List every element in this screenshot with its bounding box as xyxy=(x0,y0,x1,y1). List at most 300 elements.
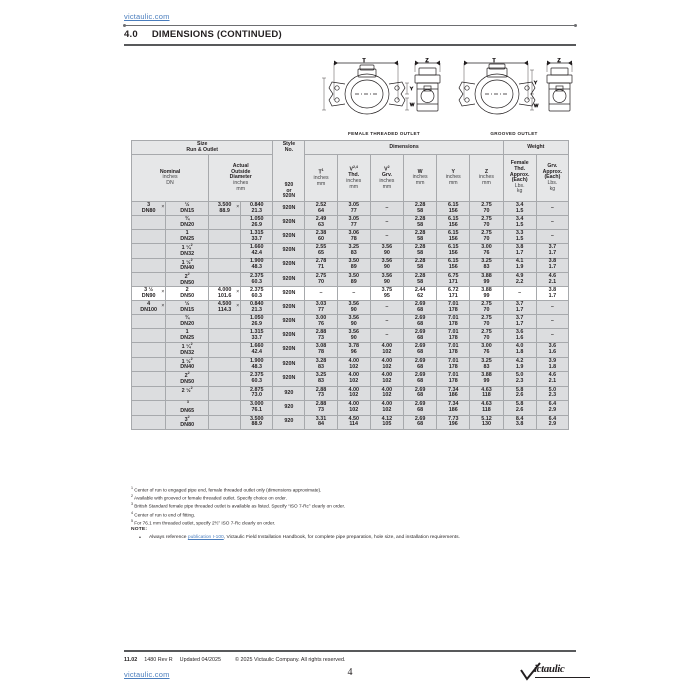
cell-run-nominal xyxy=(132,287,166,301)
aod-run-mm: 114.3 xyxy=(218,306,232,313)
outlet-nominal-dn: DN50 xyxy=(180,279,195,286)
header-vgrv-l4: mm xyxy=(382,183,392,190)
outlet-nominal-dn: DN32 xyxy=(180,350,195,357)
cell-v-thd-mm: 102 xyxy=(349,378,359,385)
cell-v-grv-inches: – xyxy=(385,331,389,338)
header-wgrv-l1: Grv. xyxy=(547,163,558,170)
header-z-l3: mm xyxy=(482,180,491,187)
cell-weight-thd-mm: 1.7 xyxy=(515,306,524,313)
cell-z xyxy=(470,315,503,329)
note-block xyxy=(131,527,571,542)
header-t-sup: 1 xyxy=(321,167,324,172)
svg-text:T: T xyxy=(362,58,366,64)
cell-w xyxy=(403,329,436,343)
cell-v-thd-mm: 102 xyxy=(349,392,359,399)
cell-style-no: 920N xyxy=(273,372,305,386)
cell-weight-thd-inches: 3.3 xyxy=(515,229,524,236)
cell-weight-thd-mm: 1.7 xyxy=(515,249,524,256)
cell-outlet-nominal xyxy=(166,272,209,286)
cell-y-inches: 7.01 xyxy=(448,343,459,350)
cell-y xyxy=(437,287,470,301)
cell-y xyxy=(437,372,470,386)
cell-z-inches: 2.75 xyxy=(481,329,492,336)
cell-y xyxy=(437,401,470,415)
run-nominal-inches: 3 xyxy=(147,201,151,208)
cell-weight-grv-inches: 4.6 xyxy=(548,272,557,279)
cell-weight-thd-mm: 1.7 xyxy=(515,320,524,327)
cell-weight-grv-mm: 2.1 xyxy=(548,378,557,385)
cell-v-thd-inches: 3.25 xyxy=(348,243,359,250)
cell-z xyxy=(470,386,503,400)
cell-z xyxy=(470,301,503,315)
header-w xyxy=(403,155,436,202)
cell-v-grv xyxy=(370,315,403,329)
cell-w-inches: 2.28 xyxy=(414,229,426,236)
cell-aod-outlet xyxy=(241,287,273,301)
cell-y-inches: 7.01 xyxy=(448,301,459,308)
cell-y-inches: 7.01 xyxy=(448,357,459,364)
cell-v-thd xyxy=(337,315,370,329)
cell-y xyxy=(437,216,470,230)
footnote xyxy=(131,519,571,527)
cell-v-thd xyxy=(337,258,370,272)
cell-w-inches: 2.28 xyxy=(414,215,426,222)
cell-aod-run xyxy=(209,415,241,429)
cell-t-inches: 2.78 xyxy=(315,258,327,265)
cell-t xyxy=(305,401,337,415)
cell-weight-thd xyxy=(503,343,536,357)
cell-z-inches: 3.88 xyxy=(481,372,492,379)
cell-w-mm: 68 xyxy=(417,406,424,413)
dimensions-table xyxy=(131,140,569,430)
cell-aod-outlet xyxy=(241,372,273,386)
cell-v-grv-inches: 4.00 xyxy=(381,357,393,364)
cell-z xyxy=(470,343,503,357)
cell-weight-thd xyxy=(503,401,536,415)
run-outlet-multiply-icon: × xyxy=(161,303,165,310)
cell-style-no: 920N xyxy=(273,315,305,329)
cell-weight-grv-inches: 6.4 xyxy=(548,401,557,408)
cell-w-inches: 2.69 xyxy=(414,415,426,422)
cell-aod-outlet-inches: 3.500 xyxy=(250,415,264,422)
cell-y-mm: 186 xyxy=(448,392,458,399)
cell-w xyxy=(403,287,436,301)
cell-w xyxy=(403,401,436,415)
cell-v-thd-mm: 114 xyxy=(349,421,359,428)
footnote-marker: 3 xyxy=(131,502,133,507)
run-nominal-dn xyxy=(132,237,165,243)
cell-weight-thd-inches: 5.0 xyxy=(515,372,524,379)
cell-aod-outlet xyxy=(241,343,273,357)
cell-t xyxy=(305,216,337,230)
cell-aod-outlet-mm: 73.0 xyxy=(251,392,263,399)
run-nominal-dn: DN80 xyxy=(141,207,156,214)
cell-aod-run xyxy=(209,315,241,329)
cell-weight-thd xyxy=(503,301,536,315)
run-outlet-multiply-icon: × xyxy=(161,204,165,211)
cell-weight-grv-mm: 1.7 xyxy=(548,264,557,271)
cell-v-thd-inches: 3.05 xyxy=(348,201,359,208)
cell-v-grv-inches: 3.56 xyxy=(381,258,393,265)
run-nominal-dn: DN100 xyxy=(140,306,158,313)
cell-v-thd-inches: 4.00 xyxy=(348,372,359,379)
cell-aod-outlet-inches: 1.900 xyxy=(250,258,264,265)
cell-aod-run xyxy=(209,244,241,258)
cell-v-grv-inches: 3.75 xyxy=(381,287,393,294)
header-vgrv-symbol: V xyxy=(384,166,388,173)
cell-w xyxy=(403,202,436,216)
cell-weight-grv xyxy=(536,415,568,429)
aod-run-mm xyxy=(209,280,240,286)
header-z xyxy=(470,155,503,202)
cell-aod-outlet-inches: 2.375 xyxy=(250,272,264,279)
cell-w-mm: 68 xyxy=(417,334,424,341)
female-threaded-outlet-drawing xyxy=(320,58,448,128)
table-row xyxy=(132,287,569,301)
cell-v-thd-inches: 3.06 xyxy=(348,229,359,236)
cell-weight-thd xyxy=(503,372,536,386)
cell-aod-outlet xyxy=(241,272,273,286)
cell-aod-outlet xyxy=(241,244,273,258)
footer-meta xyxy=(124,657,346,663)
cell-weight-grv-inches: 3.9 xyxy=(548,357,557,364)
cell-y-mm: 178 xyxy=(448,320,458,327)
cell-v-thd xyxy=(337,202,370,216)
cell-style-no: 920N xyxy=(273,301,305,315)
header-wthd-l5: Lbs. xyxy=(514,182,525,189)
cell-y-inches: 7.01 xyxy=(448,372,459,379)
header-z-symbol: Z xyxy=(484,168,489,175)
cell-v-grv xyxy=(370,343,403,357)
cell-aod-run xyxy=(209,272,241,286)
cell-v-thd-inches: 3.78 xyxy=(348,343,359,350)
cell-weight-thd-mm: 1.5 xyxy=(515,221,524,228)
header-y xyxy=(437,155,470,202)
cell-w-inches: 2.69 xyxy=(414,357,426,364)
outlet-nominal-inches: $2^2$ xyxy=(184,371,190,380)
footnote-marker: 4 xyxy=(131,510,133,515)
cell-y xyxy=(437,415,470,429)
cell-w xyxy=(403,272,436,286)
cell-aod-outlet-mm: 33.7 xyxy=(251,334,263,341)
table-row xyxy=(132,272,569,286)
cell-z xyxy=(470,216,503,230)
svg-text:Z: Z xyxy=(425,58,429,64)
cell-w-inches: 2.69 xyxy=(414,301,426,308)
header-style-920: 920 xyxy=(284,182,294,189)
cell-w-mm: 58 xyxy=(417,207,424,214)
cell-weight-thd-inches: 5.8 xyxy=(515,401,524,408)
outlet-nominal-inches: 1 xyxy=(185,329,189,336)
cell-weight-grv-inches: 3.7 xyxy=(548,243,557,250)
cell-z-inches: 2.75 xyxy=(481,215,492,222)
cell-y-inches: 6.15 xyxy=(448,258,459,265)
cell-weight-thd-inches: 4.0 xyxy=(515,343,524,350)
cell-weight-thd-inches: 8.4 xyxy=(515,415,524,422)
cell-v-grv xyxy=(370,415,403,429)
cell-z xyxy=(470,372,503,386)
cell-t-mm: 70 xyxy=(318,278,325,285)
section-rule-bottom xyxy=(124,44,576,46)
cell-aod-outlet xyxy=(241,357,273,371)
note-item xyxy=(131,535,571,542)
cell-w-inches: 2.28 xyxy=(414,272,426,279)
cell-style-no: 920N xyxy=(273,329,305,343)
cell-run-nominal xyxy=(132,329,166,343)
cell-run-nominal xyxy=(132,357,166,371)
footnote-marker: 1 xyxy=(131,486,133,490)
header-y-l2: inches xyxy=(445,174,461,181)
aod-multiply-icon: × xyxy=(236,289,240,296)
header-y-l3: mm xyxy=(448,180,458,187)
cell-z-mm: 118 xyxy=(482,392,491,399)
cell-w-mm: 62 xyxy=(417,292,424,299)
cell-w-mm: 58 xyxy=(417,249,424,256)
cell-weight-grv xyxy=(536,272,568,286)
cell-w xyxy=(403,357,436,371)
cell-aod-outlet-inches: 2.375 xyxy=(250,287,264,294)
run-nominal-dn: DN90 xyxy=(141,292,156,299)
cell-weight-grv xyxy=(536,216,568,230)
cell-weight-grv xyxy=(536,301,568,315)
cell-weight-thd-mm: 1.5 xyxy=(515,207,524,214)
cell-t-inches: – xyxy=(319,289,323,296)
aod-multiply-icon: × xyxy=(236,204,240,211)
cell-v-grv-mm: 95 xyxy=(383,292,390,299)
figure-female-threaded-outlet xyxy=(320,58,448,136)
cell-run-nominal xyxy=(132,244,166,258)
cell-t xyxy=(305,415,337,429)
cell-y-mm: 178 xyxy=(448,306,458,313)
section-rule-top xyxy=(124,25,576,26)
cell-v-thd-inches: 3.05 xyxy=(348,215,359,222)
run-nominal-dn xyxy=(132,365,165,371)
cell-y xyxy=(437,202,470,216)
cell-z xyxy=(470,258,503,272)
cell-z-inches: 3.88 xyxy=(481,272,492,279)
cell-z-mm: 99 xyxy=(483,378,490,385)
cell-w-mm: 58 xyxy=(417,278,424,285)
cell-t-inches: 2.88 xyxy=(315,386,327,393)
outlet-nominal-inches: 1 xyxy=(185,229,189,236)
cell-z-mm: 118 xyxy=(482,406,491,413)
figure-grooved-outlet xyxy=(450,58,578,136)
cell-aod-outlet-inches: 1.050 xyxy=(250,315,264,322)
run-outlet-multiply-icon: × xyxy=(161,289,165,296)
cell-run-nominal xyxy=(132,415,166,429)
outlet-nominal-dn: DN25 xyxy=(180,235,195,242)
cell-v-thd-inches: 3.56 xyxy=(348,315,359,322)
cell-y-mm: 156 xyxy=(448,249,458,256)
note-publication-link[interactable]: publication I-100 xyxy=(187,535,224,540)
cell-weight-grv-inches: 5.0 xyxy=(548,386,557,393)
dimensions-table-wrap xyxy=(131,140,569,430)
header-vthd-l4: mm xyxy=(349,183,359,190)
cell-aod-run xyxy=(209,386,241,400)
cell-t-mm: 84 xyxy=(318,421,325,428)
cell-y-inches: 6.72 xyxy=(448,287,459,294)
cell-v-thd-inches: 3.56 xyxy=(348,301,359,308)
header-v-thd xyxy=(337,155,370,202)
header-vthd-l2: Thd. xyxy=(348,172,360,179)
cell-v-grv-inches: 3.56 xyxy=(381,272,393,279)
cell-v-thd-mm: 89 xyxy=(350,264,357,271)
cell-style-no: 920N xyxy=(273,272,305,286)
cell-z-mm: 99 xyxy=(483,292,490,299)
outlet-nominal-inches: 1 ½$^2$ xyxy=(181,356,193,365)
cell-style-no: 920N xyxy=(273,230,305,244)
outlet-nominal-inches: ½ xyxy=(184,201,190,208)
cell-t xyxy=(305,329,337,343)
outlet-nominal-dn: DN15 xyxy=(180,306,195,313)
footnote xyxy=(131,486,571,494)
header-t-l3: mm xyxy=(316,180,326,187)
cell-y xyxy=(437,301,470,315)
cell-z-mm: 76 xyxy=(483,249,490,256)
cell-v-grv-inches: – xyxy=(385,204,389,211)
cell-y-inches: 7.01 xyxy=(448,329,459,336)
run-nominal-dn xyxy=(132,408,165,414)
cell-v-grv-mm: 102 xyxy=(382,392,392,399)
cell-weight-thd xyxy=(503,415,536,429)
cell-aod-run xyxy=(209,230,241,244)
outlet-nominal-inches: 1 ½$^2$ xyxy=(181,257,193,266)
outlet-nominal-inches: 1 ¼$^2$ xyxy=(181,342,193,351)
footnote xyxy=(131,511,571,519)
outlet-nominal-dn: DN25 xyxy=(180,334,195,341)
header-nominal-l3: DN xyxy=(166,180,174,187)
outlet-footnote-marker: 2 xyxy=(187,414,190,419)
table-row xyxy=(132,202,569,216)
cell-style-no: 920N xyxy=(273,343,305,357)
cell-t-mm: 71 xyxy=(318,264,325,271)
cell-y-mm: 178 xyxy=(448,349,458,356)
header-z-l2: inches xyxy=(478,174,494,181)
header-y-symbol: Y xyxy=(451,168,455,175)
cell-weight-grv xyxy=(536,315,568,329)
cell-weight-grv-mm: 1.7 xyxy=(548,292,557,299)
cell-run-nominal xyxy=(132,315,166,329)
cell-aod-outlet-inches: 1.900 xyxy=(250,357,264,364)
victaulic-underline xyxy=(535,677,590,678)
svg-text:T: T xyxy=(492,58,496,64)
cell-t-inches: 3.25 xyxy=(315,372,327,379)
header-aod-l5: mm xyxy=(236,185,246,192)
aod-run-inches: 4.000 xyxy=(217,287,232,294)
cell-v-thd xyxy=(337,357,370,371)
run-nominal-dn xyxy=(132,350,165,356)
cell-weight-thd-mm: 2.2 xyxy=(515,278,524,285)
header-wgrv-l3: (Each) xyxy=(544,174,561,181)
cell-outlet-nominal xyxy=(166,415,209,429)
cell-weight-thd-mm: 1.8 xyxy=(515,349,524,356)
table-row xyxy=(132,216,569,230)
table-row xyxy=(132,244,569,258)
header-aod-l4: inches xyxy=(233,180,249,187)
cell-z-inches: 2.75 xyxy=(481,229,492,236)
run-nominal-dn xyxy=(132,251,165,257)
cell-style-no: 920 xyxy=(273,386,305,400)
header-weight-grv xyxy=(536,155,568,202)
cell-y xyxy=(437,329,470,343)
table-body xyxy=(132,202,569,430)
cell-w-mm: 58 xyxy=(417,264,424,271)
cell-w-inches: 2.69 xyxy=(414,343,426,350)
cell-y-mm: 156 xyxy=(448,235,458,242)
cell-y-mm: 171 xyxy=(448,292,458,299)
table-row xyxy=(132,401,569,415)
cell-v-grv xyxy=(370,386,403,400)
cell-t-mm: 73 xyxy=(318,392,325,399)
cell-weight-grv xyxy=(536,287,568,301)
header-nominal-l2: inches xyxy=(162,174,178,181)
header-w-symbol: W xyxy=(417,168,423,175)
cell-v-grv-mm: 102 xyxy=(382,378,392,385)
header-style-920n: 920N xyxy=(282,193,296,200)
page-number: 4 xyxy=(347,667,353,678)
cell-run-nominal xyxy=(132,343,166,357)
cell-t xyxy=(305,272,337,286)
cell-weight-grv xyxy=(536,329,568,343)
footnotes-list xyxy=(131,486,571,527)
cell-t-inches: 2.55 xyxy=(315,243,327,250)
footer-site-link[interactable]: victaulic.com xyxy=(124,670,170,679)
aod-run-mm xyxy=(209,237,240,243)
cell-w-mm: 58 xyxy=(417,221,424,228)
outlet-nominal-inches: 1 ¼$^2$ xyxy=(181,243,193,251)
cell-t xyxy=(305,343,337,357)
cell-outlet-nominal xyxy=(166,357,209,371)
cell-t-inches: 2.88 xyxy=(315,401,327,408)
table-row xyxy=(132,415,569,429)
table-header xyxy=(132,141,569,202)
cell-run-nominal xyxy=(132,401,166,415)
outlet-footnote-marker: 2 xyxy=(190,356,193,361)
cell-z-mm: 70 xyxy=(483,221,490,228)
header-wthd-l4: (Each) xyxy=(511,177,528,184)
cell-aod-outlet xyxy=(241,315,273,329)
cell-v-grv-inches: – xyxy=(385,303,389,310)
cell-weight-thd xyxy=(503,244,536,258)
outlet-footnote-marker: 2 xyxy=(187,271,190,276)
cell-t-mm: 83 xyxy=(318,378,325,385)
aod-run-mm xyxy=(209,336,240,342)
cell-outlet-nominal xyxy=(166,329,209,343)
cell-style-no: 920N xyxy=(273,357,305,371)
victaulic-logo xyxy=(520,662,590,682)
aod-run-mm xyxy=(209,393,240,399)
aod-run-mm xyxy=(209,379,240,385)
cell-outlet-nominal xyxy=(166,258,209,272)
outlet-footnote-marker: 2 xyxy=(190,243,193,248)
cell-v-thd-mm: 77 xyxy=(350,207,357,214)
cell-v-thd-inches: 4.00 xyxy=(348,401,359,408)
cell-y-mm: 178 xyxy=(448,334,458,341)
aod-run-mm: 88.9 xyxy=(219,207,230,214)
footer-updated: Updated 04/2025 xyxy=(179,657,222,663)
cell-y xyxy=(437,357,470,371)
cell-t xyxy=(305,372,337,386)
aod-run-inches: 4.500 xyxy=(217,301,232,308)
svg-text:Z: Z xyxy=(557,58,561,64)
cell-v-grv xyxy=(370,372,403,386)
header-site-link[interactable]: victaulic.com xyxy=(124,12,170,21)
cell-w-mm: 68 xyxy=(417,320,424,327)
cell-weight-grv-inches: 4.6 xyxy=(548,372,557,379)
cell-weight-thd-inches: 5.8 xyxy=(515,386,524,393)
cell-weight-grv-mm: 2.1 xyxy=(548,278,557,285)
cell-v-thd-inches: – xyxy=(352,289,356,296)
